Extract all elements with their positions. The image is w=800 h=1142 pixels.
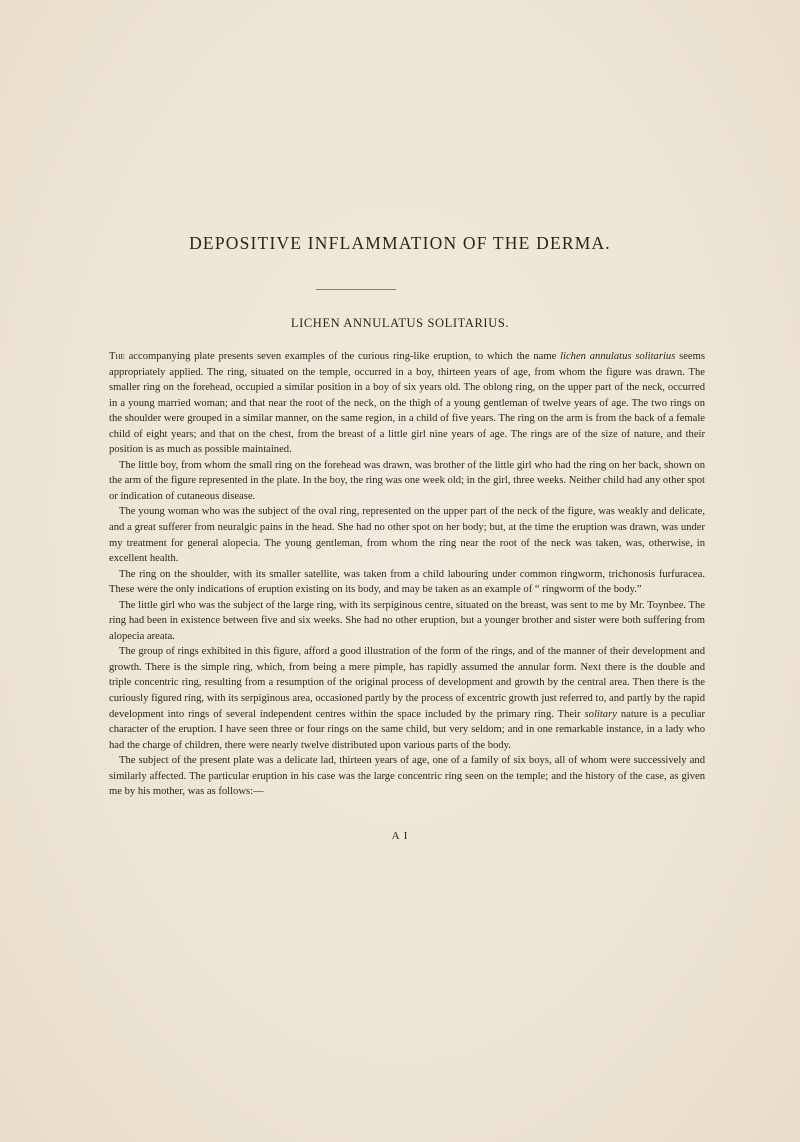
paragraph-1-lead: The bbox=[109, 351, 125, 362]
paragraph-6 bbox=[109, 644, 705, 753]
paragraph-5: The little girl who was the subject of the large ring, with its serpiginous centre, situated on the breast, was sent to me by Mr. Toynbee. The ring had been in existence between five and six weeks. She had no other eruption, but a younger brother and sister were both suffering from alopecia areata. bbox=[109, 599, 705, 642]
page-title: DEPOSITIVE INFLAMMATION OF THE DERMA. bbox=[189, 233, 611, 253]
paragraph-6-text-a: The group of rings exhibited in this figure, afford a good illustration of the form of the rings, and of the manner of their development and growth. There is the simple ring, which, from being a mere pimple, has rapidly assumed the annular form. Next there is the double and triple concentric ring, resulting from a resumption of the original process of development and growth by the central area. Then there is the curiously figured ring, with its serpiginous area, occasioned partly by the process of excentric growth just referred to, and partly by the rapid development into rings of several independent centres within the space included by the primary ring. Their bbox=[109, 646, 705, 720]
paragraph-1 bbox=[109, 349, 705, 458]
section-title: LICHEN ANNULATUS SOLITARIUS. bbox=[290, 316, 510, 330]
signature-mark: A I bbox=[391, 830, 409, 842]
body-text bbox=[109, 349, 705, 800]
paragraph-1-text-a: accompanying plate presents seven examples of the curious ring-like eruption, to which the name bbox=[124, 351, 561, 362]
paragraph-6-italic: solitary bbox=[584, 708, 617, 720]
paragraph-2: The little boy, from whom the small ring on the forehead was drawn, was brother of the little girl who had the ring on her back, shown on the arm of the figure represented in the plate. In the boy, the ring was one week old; in the girl, three weeks. Neither child had any other spot or indication of cutaneous disease. bbox=[109, 459, 705, 502]
paragraph-1-text-b: seems appropriately applied. The ring, situated on the temple, occurred in a boy, thirteen years of age, from whom the figure was drawn. The smaller ring on the forehead, occupied a similar position in a boy of six years old. The oblong ring, on the upper part of the neck, occurred in a young married woman; and that near the root of the neck, on the thigh of a young gentleman of twelve years of age. The two rings on the shoulder were grouped in a similar manner, on the same region, in a child of five years. The ring on the arm is from the back of a female child of eight years; and that on the chest, from the breast of a little girl nine years of age. The rings are of the size of nature, and their position is as much as possible maintained. bbox=[109, 351, 705, 456]
paragraph-6-text-b: nature is a peculiar character of the eruption. I have seen three or four rings on the same child, but very seldom; and in one remarkable instance, in a lady who had the charge of children, there were nearly twelve distributed upon various parts of the body. bbox=[109, 708, 706, 751]
paragraph-3: The young woman who was the subject of the oval ring, represented on the upper part of the neck of the figure, was weakly and delicate, and a great sufferer from neuralgic pains in the head. She had no other spot on her body; but, at the time the eruption was drawn, was under my treatment for general alopecia. The young gentleman, from whom the ring near the root of the neck was taken, was, otherwise, in excellent health. bbox=[109, 506, 705, 565]
paragraph-7: The subject of the present plate was a delicate lad, thirteen years of age, one of a family of six boys, all of whom were successively and similarly affected. The particular eruption in his case was the large concentric ring seen on the temple; and the history of the case, as given me by his mother, was as follows:— bbox=[109, 755, 705, 798]
paragraph-1-italic: lichen annulatus solitarius bbox=[560, 351, 676, 362]
paragraph-4: The ring on the shoulder, with its smaller satellite, was taken from a child labouring under common ringworm, trichonosis furfuracea. These were the only indications of eruption existing on its body, and may be taken as an example of “ ringworm of the body.” bbox=[109, 568, 705, 596]
title-divider bbox=[316, 289, 396, 290]
